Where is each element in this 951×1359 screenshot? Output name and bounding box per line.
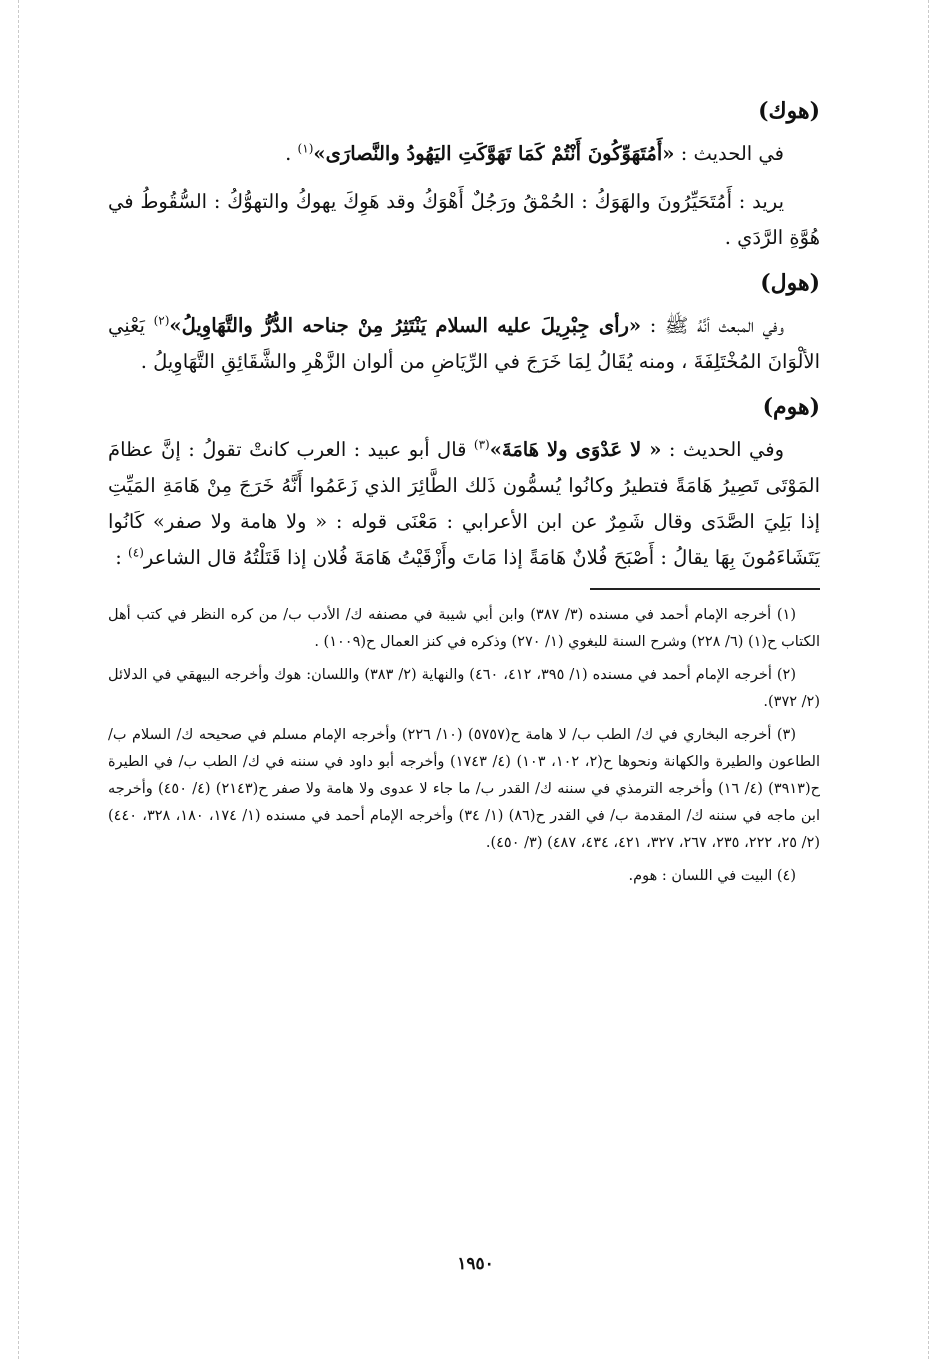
paragraph-hawk-explanation: يريد : أَمُتَحَيِّرُونَ والهَوَكُ : الحُمْقُ ورَجُلٌ أَهْوَكُ وقد هَوِكَ يهوكُ والتهوُّكُ : السُّقُوطُ في هُوَّةِ الرَّدَي . (108, 190, 820, 249)
paragraph-hawl (108, 308, 820, 380)
footnote-4: (٤) البيت في اللسان : هوم. (628, 868, 796, 884)
section-heading-hawl: (هول) (760, 270, 820, 296)
footnote-marker: (١) (297, 141, 314, 156)
footnote-1: (١) أخرجه الإمام أحمد في مسنده (٣/ ٣٨٧) وابن أبي شيبة في مصنفه ك/ الأدب ب/ من كره النظر في كتب أهل الكتاب ح(١) (٦/ ٢٢٨) وشرح السنة للبغوي (١/ ٢٧٠) وذكره في كنز العمال ح(١٠٠٩) . (108, 607, 820, 650)
footnote-marker: (٣) (473, 437, 490, 452)
paragraph-text: وفي المبعث أنَّهُ ﷺ : (641, 314, 784, 337)
page-number: ١٩٥٠ (457, 1254, 494, 1274)
paragraph-hawk-hadith (108, 136, 820, 172)
paragraph-hawm (108, 432, 820, 576)
section-heading-hawk: (هوك) (758, 98, 820, 124)
section-heading-hawm: (هوم) (762, 394, 820, 420)
paragraph-text: قال أبو عبيد : العرب كانتْ تقولُ : إنَّ عظامَ المَوْتَى تَصِيرُ هَامَةً فتطيرُ وكانُوا يُسمُّون ذَلك الطَّائِرَ الذي زَعَمُوا أَنَّهُ خَرَجَ مِنْ هَامَةِ المَيِّتِ إذا بَلِيَ الصَّدَى وقال شَمِرٌ عن ابن الأعرابي : مَعْنَى قوله : « ولا هامة ولا صفر» كَانُوا يَتَشَاءَمُونَ بِهَا يقالُ : أَصْبَحَ فُلانٌ هَامَةً إذا مَاتَ وأَزْقَيْتُ هَامَةَ فُلان إذا قَتَلْتُهُ قال الشاعر (108, 438, 820, 569)
footnote-2: (٢) أخرجه الإمام أحمد في مسنده (١/ ٣٩٥، ٤١٢، ٤٦٠) والنهاية (٢/ ٣٨٣) واللسان: هوك وأخرجه البيهقي في الدلائل (٢/ ٣٧٢). (108, 667, 820, 710)
footnote-marker: (٤) (128, 545, 144, 560)
paragraph-text: وفي الحديث : (661, 438, 784, 461)
scan-edge-right (928, 0, 929, 1359)
paragraph-text: يَعْنِي الألْوَانَ المُخْتَلِفَةَ ، ومنه يُقَالُ لِمَا خَرَجَ في الرِّيَاضِ من ألوان الزَّهْرِ والشَّقَائِقِ التَّهَاوِيلُ . (108, 314, 820, 373)
page-body (108, 96, 820, 896)
footnotes (108, 602, 820, 890)
footnote-marker: (٢) (153, 313, 170, 328)
hadith-quote: «أَمُتَهَوِّكُونَ أَنْتُمْ كَمَا تَهَوَّكَتِ اليَهُودُ والنَّصارَى» (313, 142, 675, 165)
scan-edge-left (18, 0, 19, 1359)
hadith-quote: «رأى جِبْرِيلَ عليه السلام يَنْتَثِرُ مِنْ جناحه الدُّرُّ والتَّهَاوِيلُ» (169, 314, 642, 337)
paragraph-text: : (115, 546, 129, 569)
paragraph-text: . (285, 142, 298, 165)
footnote-3: (٣) أخرجه البخاري في ك/ الطب ب/ لا هامة ح(٥٧٥٧) (١٠/ ٢٢٦) وأخرجه الإمام مسلم في صحيحه ك/ السلام ب/ الطاعون والطيرة والكهانة ونحوها ح(٢، ١٠٢، ١٠٣) (٤/ ١٧٤٣) وأخرجه أبو داود في سننه في ك/ الطب ب/ في الطيرة ح(٣٩١٣) (٤/ ١٦) وأخرجه الترمذي في سننه ك/ القدر ب/ ما جاء لا عدوى ولا هامة ولا صفر ح(٢١٤٣) (٤/ ٤٥٠) وأخرجه ابن ماجه في سننه ك/ المقدمة ب/ في القدر ح(٨٦) (١/ ٣٤) وأخرجه الإمام أحمد في مسنده (١/ ١٧٤، ١٨٠، ٣٢٨، ٤٤٠) (٢/ ٢٥، ٢٢٢، ٢٣٥، ٢٦٧، ٣٢٧، ٤٢١، ٤٣٤، ٤٨٧) (٣/ ٤٥٠). (108, 727, 820, 851)
hadith-quote: « لا عَدْوَى ولا هَامَةَ» (489, 438, 662, 461)
paragraph-text: في الحديث : (674, 142, 784, 165)
footnote-divider (590, 588, 820, 590)
